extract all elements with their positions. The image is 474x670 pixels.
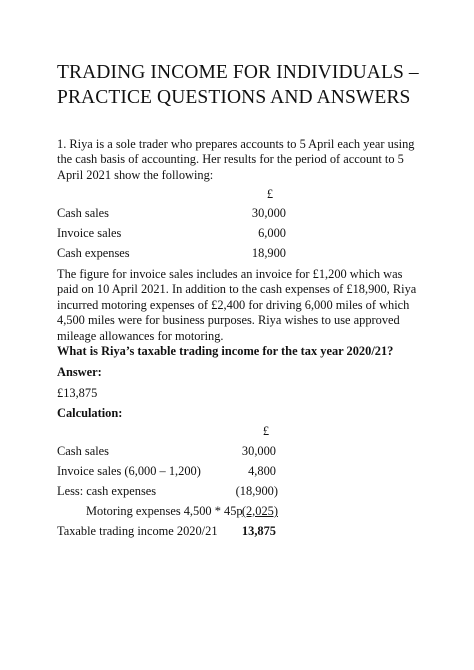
question-row-cash-expenses-label: Cash expenses: [57, 246, 130, 260]
document-title: TRADING INCOME FOR INDIVIDUALS – PRACTICE QUESTIONS AND ANSWERS: [57, 62, 419, 108]
question-row-cash-expenses-amount: 18,900: [251, 246, 286, 260]
calc-row-taxable-income-amount: 13,875: [241, 524, 276, 538]
calc-row-invoice-sales-amount: 4,800: [248, 464, 276, 478]
calc-row-taxable-income-label: Taxable trading income 2020/21: [57, 524, 218, 538]
answer-heading: Answer:: [57, 365, 102, 379]
calc-row-cash-sales-label: Cash sales: [57, 444, 109, 458]
calculation-currency-header: £: [262, 424, 270, 438]
question-row-cash-sales-amount: 30,000: [251, 206, 286, 220]
answer-value: £13,875: [57, 386, 98, 400]
calculation-heading: Calculation:: [57, 406, 123, 420]
question-currency-header: £: [266, 187, 274, 201]
question-details: The figure for invoice sales includes an invoice for £1,200 which was paid on 10 April 2021. In addition to the cash expenses of £18,900, Riya incurred motoring expenses of £2,400 for driving 6,000 miles of which 4,500 miles were for business purposes. Riya wishes to use approved mileage allowances for motoring.: [57, 267, 417, 343]
calc-row-motoring-amount: (2,025): [241, 504, 278, 518]
calc-row-cash-expenses-label: Less: cash expenses: [57, 484, 157, 498]
question-row-cash-sales-label: Cash sales: [57, 206, 109, 220]
calc-row-cash-expenses-amount: (18,900): [235, 484, 278, 498]
calc-row-motoring-label: Motoring expenses 4,500 * 45p: [86, 504, 243, 518]
question-row-invoice-sales-amount: 6,000: [258, 226, 286, 240]
question-prompt: What is Riya’s taxable trading income for the tax year 2020/21?: [57, 344, 394, 358]
question-intro: 1. Riya is a sole trader who prepares accounts to 5 April each year using the cash basis of accounting. Her results for the period of account to 5 April 2021 show the following:: [57, 137, 415, 182]
calc-row-invoice-sales-label: Invoice sales (6,000 – 1,200): [57, 464, 201, 478]
question-row-invoice-sales-label: Invoice sales: [57, 226, 122, 240]
calc-row-cash-sales-amount: 30,000: [241, 444, 276, 458]
